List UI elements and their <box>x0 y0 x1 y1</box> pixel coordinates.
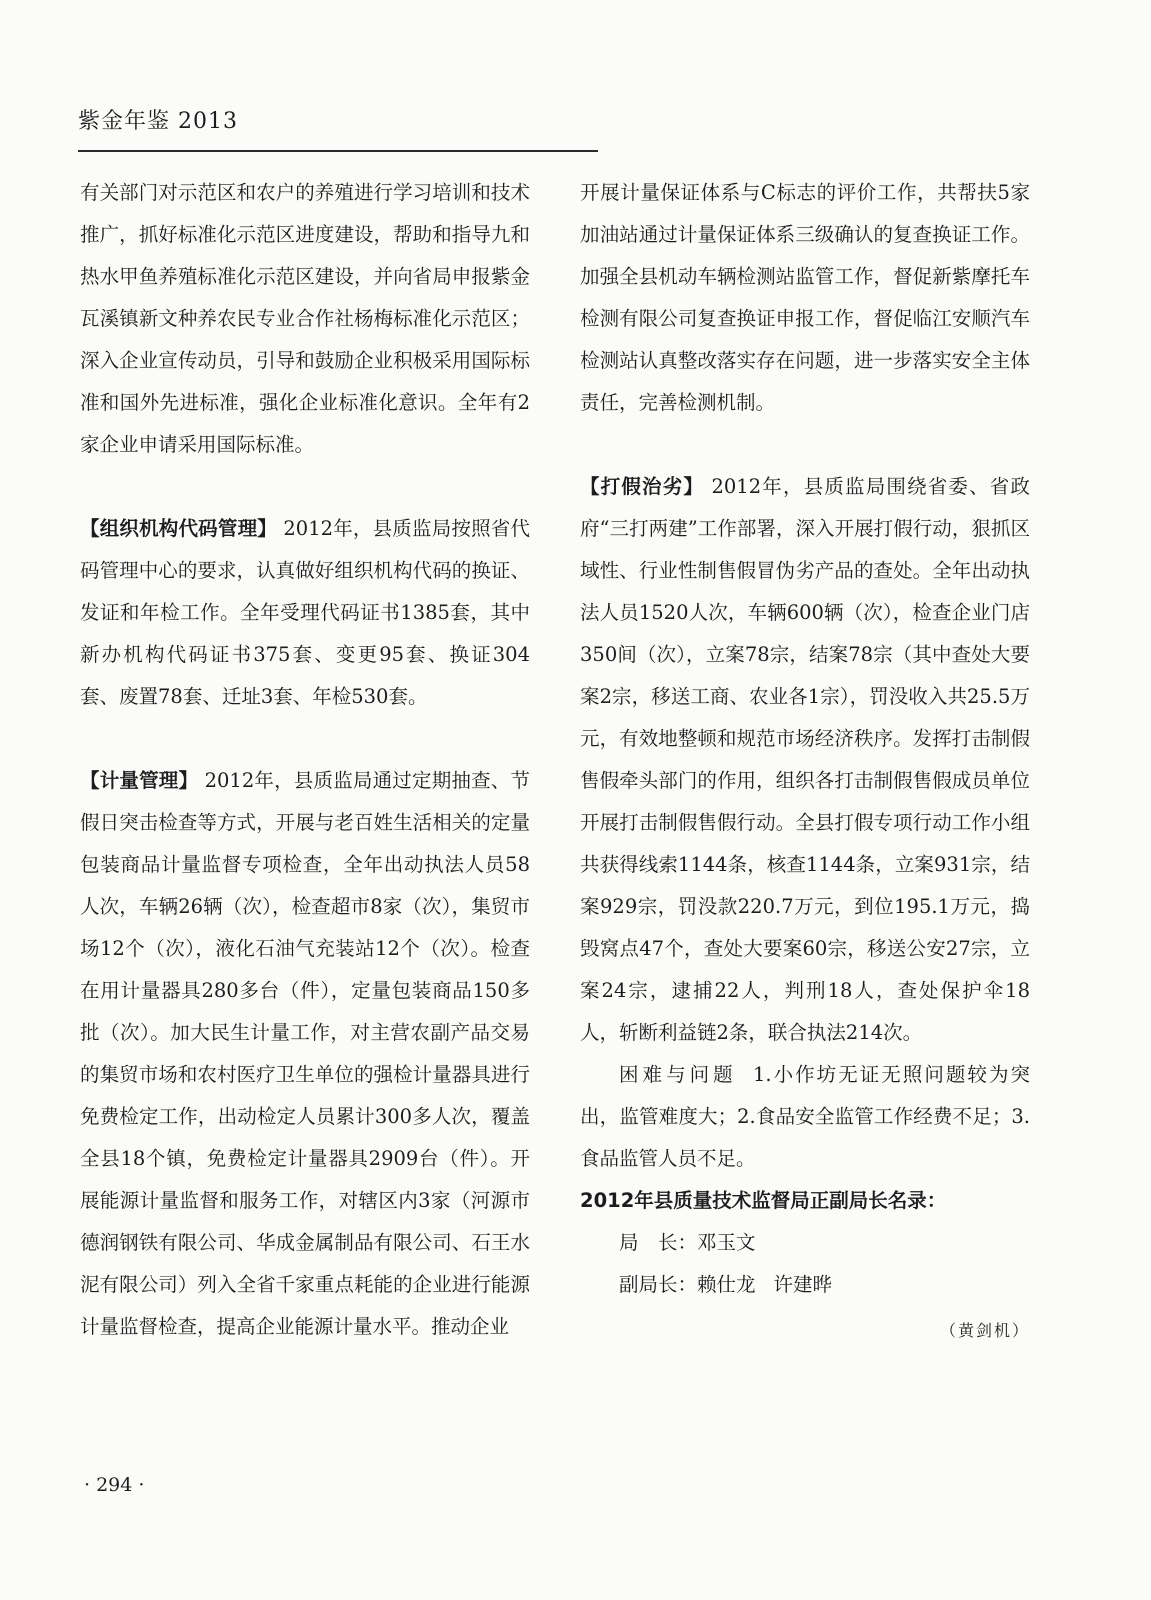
org-code-section <box>80 508 530 718</box>
author-credit: （黄剑机） <box>939 1321 1030 1340</box>
roster-director-row <box>580 1222 1030 1264</box>
metrology-body: 2012年，县质监局通过定期抽查、节假日突击检查等方式，开展与老百姓生活相关的定量包装商品计量监督专项检查，全年出动执法人员58人次，车辆26辆（次），检查超市8家（次），集贸市场12个（次），液化石油气充装站12个（次）。检查在用计量器具280多台（件），定量包装商品150多批（次）。加大民生计量工作，对主营农副产品交易的集贸市场和农村医疗卫生单位的强检计量器具进行免费检定工作，出动检定人员累计300多人次，覆盖全县18个镇，免费检定计量器具2909台（件）。开展能源计量监督和服务工作，对辖区内3家（河源市德润钢铁有限公司、华成金属制品有限公司、石王水泥有限公司）列入全省千家重点耗能的企业进行能源计量监督检查，提高企业能源计量水平。推动企业 <box>80 769 530 1338</box>
page-number: · 294 · <box>84 1474 145 1496</box>
director-label: 局 长： <box>619 1231 698 1254</box>
anti-fake-title: 【打假治劣】 <box>580 475 705 498</box>
roster-title: 2012年县质量技术监督局正副局长名录： <box>580 1189 947 1212</box>
problems-body: 1.小作坊无证无照问题较为突出，监管难度大；2.食品安全监管工作经费不足；3.食品监管人员不足。 <box>580 1063 1030 1170</box>
problems-title: 困难与问题 <box>619 1063 737 1086</box>
deputy-label: 副局长： <box>619 1273 698 1296</box>
metrology-continued-paragraph: 开展计量保证体系与C标志的评价工作，共帮扶5家加油站通过计量保证体系三级确认的复查换证工作。加强全县机动车辆检测站监管工作，督促新紫摩托车检测有限公司复查换证申报工作，督促临江安顺汽车检测站认真整改落实存在问题，进一步落实安全主体责任，完善检测机制。 <box>580 181 1030 414</box>
left-column <box>80 172 530 1348</box>
director-name: 邓玉文 <box>697 1231 756 1254</box>
org-code-title: 【组织机构代码管理】 <box>80 517 277 540</box>
metrology-title: 【计量管理】 <box>80 769 199 792</box>
deputy-name-1: 赖仕龙 <box>697 1273 756 1296</box>
anti-fake-body: 2012年，县质监局围绕省委、省政府“三打两建”工作部署，深入开展打假行动，狠抓区域性、行业性制售假冒伪劣产品的查处。全年出动执法人员1520人次，车辆600辆（次），检查企业门店350间（次），立案78宗，结案78宗（其中查处大要案2宗，移送工商、农业各1宗），罚没收入共25.5万元，有效地整顿和规范市场经济秩序。发挥打击制假售假牵头部门的作用，组织各打击制假售假成员单位开展打击制假售假行动。全县打假专项行动工作小组共获得线索1144条，核查1144条，立案931宗，结案929宗，罚没款220.7万元，到位195.1万元，捣毁窝点47个，查处大要案60宗，移送公安27宗，立案24宗，逮捕22人，判刑18人，查处保护伞18人，斩断利益链2条，联合执法214次。 <box>580 475 1030 1044</box>
anti-fake-section <box>580 466 1030 1054</box>
header-rule <box>78 150 598 152</box>
right-column <box>580 172 1030 1352</box>
metrology-section <box>80 760 530 1348</box>
running-header: 紫金年鉴 2013 <box>78 109 238 134</box>
org-code-body: 2012年，县质监局按照省代码管理中心的要求，认真做好组织机构代码的换证、发证和年检工作。全年受理代码证书1385套，其中新办机构代码证书375套、变更95套、换证304套、废置78套、迁址3套、年检530套。 <box>80 517 530 708</box>
standardization-paragraph: 有关部门对示范区和农户的养殖进行学习培训和技术推广，抓好标准化示范区进度建设，帮助和指导九和热水甲鱼养殖标准化示范区建设，并向省局申报紫金瓦溪镇新文种养农民专业合作社杨梅标准化示范区；深入企业宣传动员，引导和鼓励企业积极采用国际标准和国外先进标准，强化企业标准化意识。全年有2家企业申请采用国际标准。 <box>80 181 530 456</box>
problems-section <box>580 1054 1030 1180</box>
roster-deputy-row <box>580 1264 1030 1306</box>
deputy-name-2: 许建晔 <box>773 1273 833 1296</box>
